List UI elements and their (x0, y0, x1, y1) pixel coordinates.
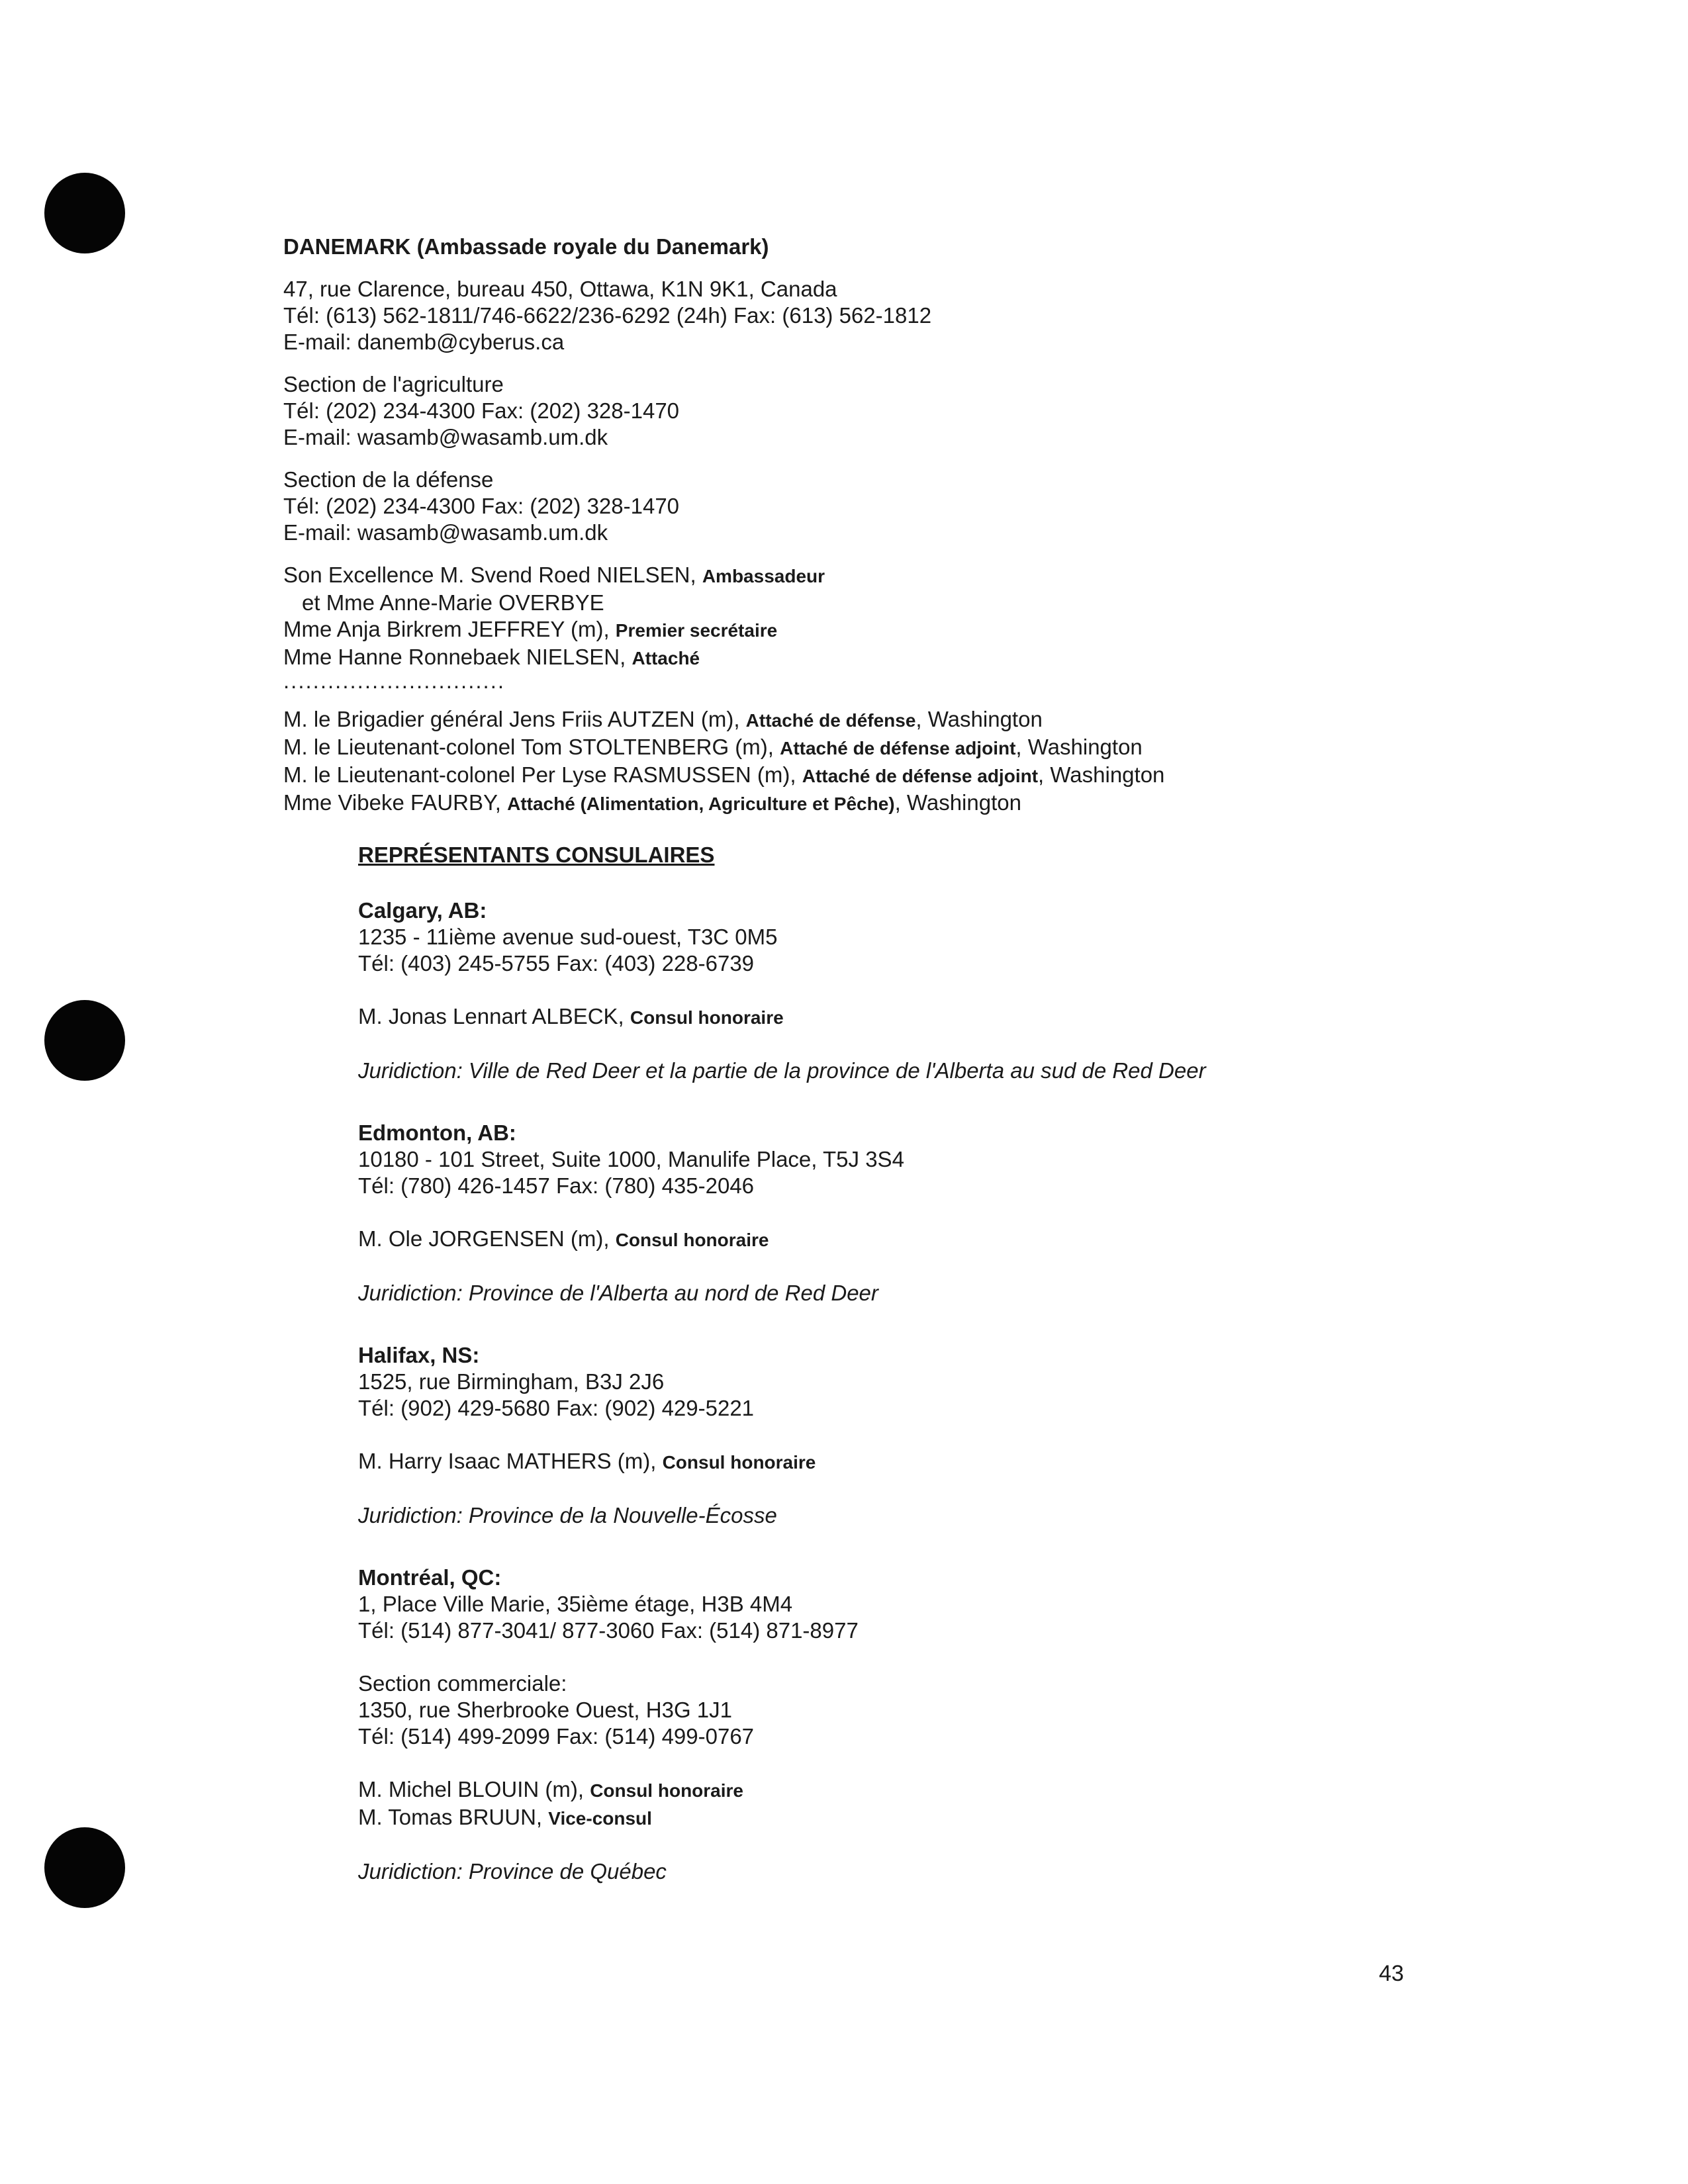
defense-email: E-mail: wasamb@wasamb.um.dk (283, 520, 608, 545)
separator-dots: .............................. (283, 668, 506, 693)
consular-section (358, 842, 1417, 1885)
person-role: Vice-consul (548, 1808, 652, 1829)
embassy-address: 47, rue Clarence, bureau 450, Ottawa, K1N 9K1, Canada (283, 277, 837, 301)
commercial-tel: Tél: (514) 499-2099 Fax: (514) 499-0767 (358, 1724, 755, 1749)
office-city: Edmonton, AB: (358, 1120, 516, 1145)
office-person (358, 1804, 1417, 1832)
person-role: Consul honoraire (615, 1230, 769, 1250)
office-jurisdiction: Juridiction: Province de la Nouvelle-Écosse (358, 1503, 777, 1527)
agriculture-email: E-mail: wasamb@wasamb.um.dk (283, 425, 608, 449)
embassy-tel: Tél: (613) 562-1811/746-6622/236-6292 (24h) Fax: (613) 562-1812 (283, 303, 932, 328)
office-jurisdiction: Juridiction: Ville de Red Deer et la partie de la province de l'Alberta au sud de Red Deer (358, 1058, 1206, 1083)
agriculture-title: Section de l'agriculture (283, 372, 504, 396)
military-role: Attaché de défense adjoint (802, 766, 1039, 786)
staff-entry (283, 562, 1409, 590)
office-tel: Tél: (780) 426-1457 Fax: (780) 435-2046 (358, 1173, 755, 1198)
military-role: Attaché de défense adjoint (780, 738, 1016, 758)
military-location: , Washington (1015, 735, 1143, 759)
binder-hole (44, 1827, 125, 1908)
office-city: Montréal, QC: (358, 1565, 502, 1590)
staff-name: Son Excellence M. Svend Roed NIELSEN, (283, 563, 702, 587)
military-name: M. le Lieutenant-colonel Per Lyse RASMUSSEN (m), (283, 762, 802, 787)
consular-office-edmonton (358, 1120, 1417, 1306)
office-city: Halifax, NS: (358, 1343, 480, 1367)
staff-role: Premier secrétaire (615, 620, 778, 641)
military-role: Attaché (Alimentation, Agriculture et Pêche) (507, 794, 895, 814)
binder-hole (44, 173, 125, 253)
staff-name: et Mme Anne-Marie OVERBYE (302, 590, 604, 615)
page-title: DANEMARK (Ambassade royale du Danemark) (283, 234, 769, 259)
defense-tel: Tél: (202) 234-4300 Fax: (202) 328-1470 (283, 494, 680, 518)
staff-list (283, 562, 1409, 693)
agriculture-section (283, 371, 1409, 451)
person-name: M. Michel BLOUIN (m), (358, 1777, 590, 1801)
office-address: 1525, rue Birmingham, B3J 2J6 (358, 1369, 665, 1394)
consular-heading: REPRÉSENTANTS CONSULAIRES (358, 842, 715, 867)
military-list (283, 706, 1409, 817)
military-name: Mme Vibeke FAURBY, (283, 790, 508, 815)
person-role: Consul honoraire (590, 1780, 743, 1801)
person-name: M. Ole JORGENSEN (m), (358, 1226, 616, 1251)
commercial-address: 1350, rue Sherbrooke Ouest, H3G 1J1 (358, 1698, 732, 1722)
consular-office-calgary (358, 897, 1417, 1084)
office-address: 1235 - 11ième avenue sud-ouest, T3C 0M5 (358, 925, 778, 949)
office-address: 1, Place Ville Marie, 35ième étage, H3B 4M4 (358, 1592, 793, 1616)
staff-role: Ambassadeur (702, 566, 825, 586)
military-name: M. le Lieutenant-colonel Tom STOLTENBERG (m), (283, 735, 780, 759)
page-number: 43 (1379, 1961, 1404, 1986)
military-location: , Washington (1038, 762, 1165, 787)
military-entry (283, 790, 1409, 817)
person-name: M. Tomas BRUUN, (358, 1805, 549, 1829)
staff-name: Mme Anja Birkrem JEFFREY (m), (283, 617, 616, 641)
binder-hole (44, 1000, 125, 1081)
military-name: M. le Brigadier général Jens Friis AUTZEN (m), (283, 707, 746, 731)
office-person (358, 1003, 1417, 1031)
consular-office-montreal (358, 1565, 1417, 1885)
staff-entry (283, 590, 1409, 616)
consular-office-halifax (358, 1342, 1417, 1529)
military-entry (283, 734, 1409, 762)
commercial-title: Section commerciale: (358, 1671, 567, 1696)
embassy-email: E-mail: danemb@cyberus.ca (283, 330, 565, 354)
office-city: Calgary, AB: (358, 898, 487, 923)
military-location: , Washington (894, 790, 1021, 815)
staff-role: Attaché (632, 648, 700, 668)
person-name: M. Harry Isaac MATHERS (m), (358, 1449, 663, 1473)
office-person (358, 1448, 1417, 1476)
office-person (358, 1776, 1417, 1804)
office-person (358, 1226, 1417, 1253)
embassy-section (283, 234, 1409, 817)
office-jurisdiction: Juridiction: Province de l'Alberta au nord de Red Deer (358, 1281, 878, 1305)
person-role: Consul honoraire (630, 1007, 784, 1028)
staff-name: Mme Hanne Ronnebaek NIELSEN, (283, 645, 632, 669)
office-tel: Tél: (902) 429-5680 Fax: (902) 429-5221 (358, 1396, 755, 1420)
embassy-contact (283, 276, 1409, 355)
office-jurisdiction: Juridiction: Province de Québec (358, 1859, 667, 1884)
staff-entry (283, 616, 1409, 644)
staff-entry (283, 644, 1409, 672)
person-role: Consul honoraire (662, 1452, 816, 1473)
military-entry (283, 762, 1409, 790)
person-name: M. Jonas Lennart ALBECK, (358, 1004, 630, 1028)
defense-section (283, 467, 1409, 546)
agriculture-tel: Tél: (202) 234-4300 Fax: (202) 328-1470 (283, 398, 680, 423)
office-tel: Tél: (403) 245-5755 Fax: (403) 228-6739 (358, 951, 755, 976)
military-location: , Washington (915, 707, 1043, 731)
office-tel: Tél: (514) 877-3041/ 877-3060 Fax: (514) 871-8977 (358, 1618, 859, 1643)
military-entry (283, 706, 1409, 734)
military-role: Attaché de défense (745, 710, 916, 731)
defense-title: Section de la défense (283, 467, 494, 492)
office-address: 10180 - 101 Street, Suite 1000, Manulife Place, T5J 3S4 (358, 1147, 904, 1171)
